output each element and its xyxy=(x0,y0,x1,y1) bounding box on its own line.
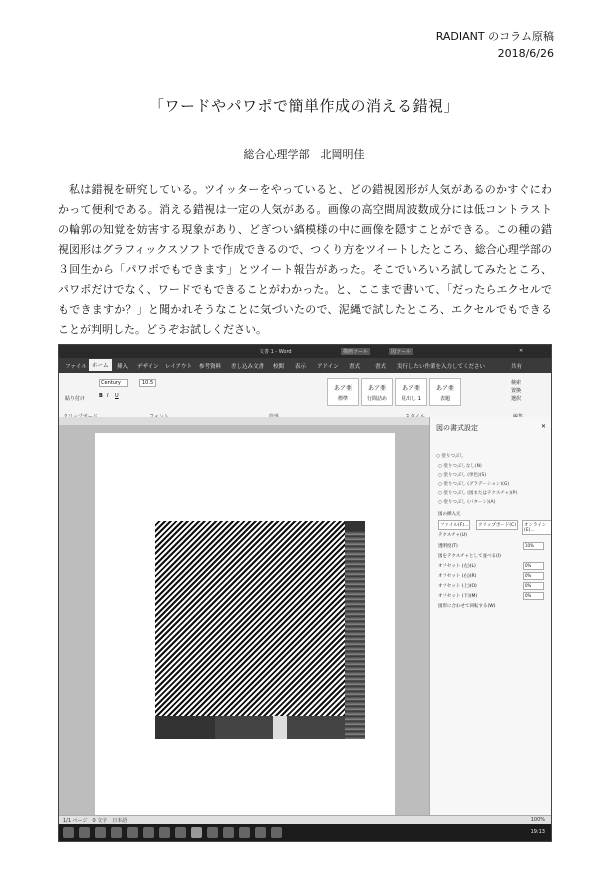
italic-button[interactable]: I xyxy=(107,393,109,399)
column-date: 2018/6/26 xyxy=(497,47,554,60)
taskbar-app-icon[interactable] xyxy=(207,827,218,838)
document-page[interactable] xyxy=(95,433,395,815)
style-normal[interactable]: あア亜 標準 xyxy=(327,378,359,406)
pane-title: 図の書式設定 xyxy=(436,424,478,432)
underline-button[interactable]: U xyxy=(115,393,119,399)
tell-me-box[interactable]: 実行したい作業を入力してください xyxy=(397,364,486,370)
stripe-pattern xyxy=(155,521,345,716)
fill-picture[interactable]: ○ 塗りつぶし (図またはテクスチャ)(P) xyxy=(438,490,517,496)
fill-pattern[interactable]: ○ 塗りつぶし (パターン)(A) xyxy=(438,499,495,505)
article-title: 「ワードやパワポで簡単作成の消える錯視」 xyxy=(148,97,459,115)
article-author: 総合心理学部 北岡明佳 xyxy=(243,148,365,161)
document-canvas xyxy=(59,425,429,815)
offset-right-field[interactable]: 0% xyxy=(523,572,544,580)
offset-top-field[interactable]: 0% xyxy=(523,582,544,590)
select-button[interactable]: 選択 xyxy=(511,396,522,402)
close-icon[interactable]: ✕ xyxy=(519,348,524,354)
taskbar-app-icon[interactable] xyxy=(175,827,186,838)
tab-insert[interactable]: 挿入 xyxy=(117,364,129,370)
taskbar-app-icon[interactable] xyxy=(79,827,90,838)
tab-format-picture[interactable]: 書式 xyxy=(375,364,387,370)
illusion-picture[interactable] xyxy=(155,521,365,739)
share-button[interactable]: 共有 xyxy=(511,364,523,370)
offset-top-label: オフセット (上)(O) xyxy=(438,584,477,589)
tab-references[interactable]: 参考資料 xyxy=(199,364,222,370)
tab-view[interactable]: 表示 xyxy=(295,364,307,370)
offset-left-field[interactable]: 0% xyxy=(523,562,544,570)
status-text: 1/1 ページ 0 文字 日本語 xyxy=(63,818,128,824)
ribbon xyxy=(59,373,551,418)
font-size-select[interactable]: 10.5 xyxy=(139,379,156,387)
offset-left-label: オフセット (左)(L) xyxy=(438,564,476,569)
tab-format-drawing[interactable]: 書式 xyxy=(349,364,361,370)
article-body: 私は錯視を研究している。ツイッターをやっていると、どの錯視図形が人気があるのかすぐにわかって便利である。消える錯視は一定の人気がある。画像の高空間周波数成分には低コントラストの輪郭の知覚を妨害する現象があり、どぎつい縞模様の中に画像を隠すことができる。この種の錯視図形はグラフィックスソフトで作成できるので、つくり方をツイートしたところ、総合心理学部の３回生から「パワポでもできます」とツイート報告があった。そこでいろいろ試してみたところ、パワポだけでなく、ワードでもできることがわかった。と、ここまで書いて、「だったらエクセルでもできますか？」と聞かれそうなことに気づいたので、泥縄で試したところ、エクセルでもできることが判明した。どうぞお試しください。 xyxy=(58,183,552,336)
zoom-level[interactable]: 100% xyxy=(530,817,545,823)
font-name-select[interactable]: Century xyxy=(99,379,128,387)
tab-review[interactable]: 校閲 xyxy=(273,364,285,370)
taskbar-app-icon[interactable] xyxy=(143,827,154,838)
windows-start-icon[interactable] xyxy=(63,827,74,838)
tab-layout[interactable]: レイアウト xyxy=(165,364,193,370)
texture-label: テクスチャ(U) xyxy=(438,533,467,538)
taskbar-app-icon[interactable] xyxy=(223,827,234,838)
taskbar xyxy=(59,824,551,841)
tab-mailings[interactable]: 差し込み文書 xyxy=(231,364,265,370)
bold-button[interactable]: B xyxy=(99,393,103,399)
tab-addins[interactable]: アドイン xyxy=(317,364,339,370)
title-bar xyxy=(59,345,551,358)
tile-checkbox[interactable]: 図をテクスチャとして並べる(I) xyxy=(438,554,501,559)
tab-design[interactable]: デザイン xyxy=(137,364,159,370)
context-tab-drawing: 描画ツール xyxy=(343,349,368,355)
fill-gradient[interactable]: ○ 塗りつぶし (グラデーション)(G) xyxy=(438,481,509,487)
fill-none[interactable]: ○ 塗りつぶしなし(N) xyxy=(438,463,482,469)
column-source: RADIANT のコラム原稿 xyxy=(435,30,554,43)
insert-online-button[interactable]: オンライン(E)... xyxy=(522,520,552,535)
offset-right-label: オフセット (右)(R) xyxy=(438,574,477,579)
insert-file-button[interactable]: ファイル(F)... xyxy=(438,520,470,530)
style-no-spacing[interactable]: あア亜 行間詰め xyxy=(361,378,393,406)
find-button[interactable]: 検索 xyxy=(511,380,522,386)
insert-clipboard-button[interactable]: クリップボード(C) xyxy=(476,520,518,530)
taskbar-app-icon[interactable] xyxy=(159,827,170,838)
rotate-with-shape-checkbox[interactable]: 図形に合わせて回転する(W) xyxy=(438,604,496,609)
tab-home[interactable]: ホーム xyxy=(89,359,112,371)
fill-solid[interactable]: ○ 塗りつぶし (単色)(S) xyxy=(438,472,486,478)
style-heading-1[interactable]: あア亜 見出し 1 xyxy=(395,378,427,406)
taskbar-app-icon[interactable] xyxy=(255,827,266,838)
fill-header: ○ 塗りつぶし xyxy=(436,453,464,459)
taskbar-app-icon[interactable] xyxy=(127,827,138,838)
insert-from-label: 図の挿入元 xyxy=(438,512,461,517)
taskbar-clock: 19:13 xyxy=(530,829,545,835)
paste-button[interactable]: 貼り付け xyxy=(65,396,86,402)
taskbar-app-icon[interactable] xyxy=(95,827,106,838)
taskbar-app-icon[interactable] xyxy=(239,827,250,838)
ribbon-tabs xyxy=(59,358,551,373)
pane-close-icon[interactable]: ✕ xyxy=(540,423,546,430)
offset-bottom-field[interactable]: 0% xyxy=(523,592,544,600)
word-taskbar-icon[interactable] xyxy=(191,827,202,838)
window-title: 文書 1 - Word xyxy=(259,349,292,355)
context-tab-picture: 図ツール xyxy=(391,349,411,355)
portrait-tie xyxy=(273,716,287,739)
ruler xyxy=(59,417,429,425)
taskbar-app-icon[interactable] xyxy=(271,827,282,838)
replace-button[interactable]: 置換 xyxy=(511,388,522,394)
offset-bottom-label: オフセット (下)(M) xyxy=(438,594,478,599)
transparency-field[interactable]: 10% xyxy=(523,542,544,550)
style-title[interactable]: あア亜 表題 xyxy=(429,378,461,406)
tab-file[interactable]: ファイル xyxy=(65,364,87,370)
transparency-label: 透明度(T) xyxy=(438,544,458,549)
format-picture-pane xyxy=(429,417,552,815)
word-screenshot xyxy=(58,344,552,842)
taskbar-app-icon[interactable] xyxy=(111,827,122,838)
